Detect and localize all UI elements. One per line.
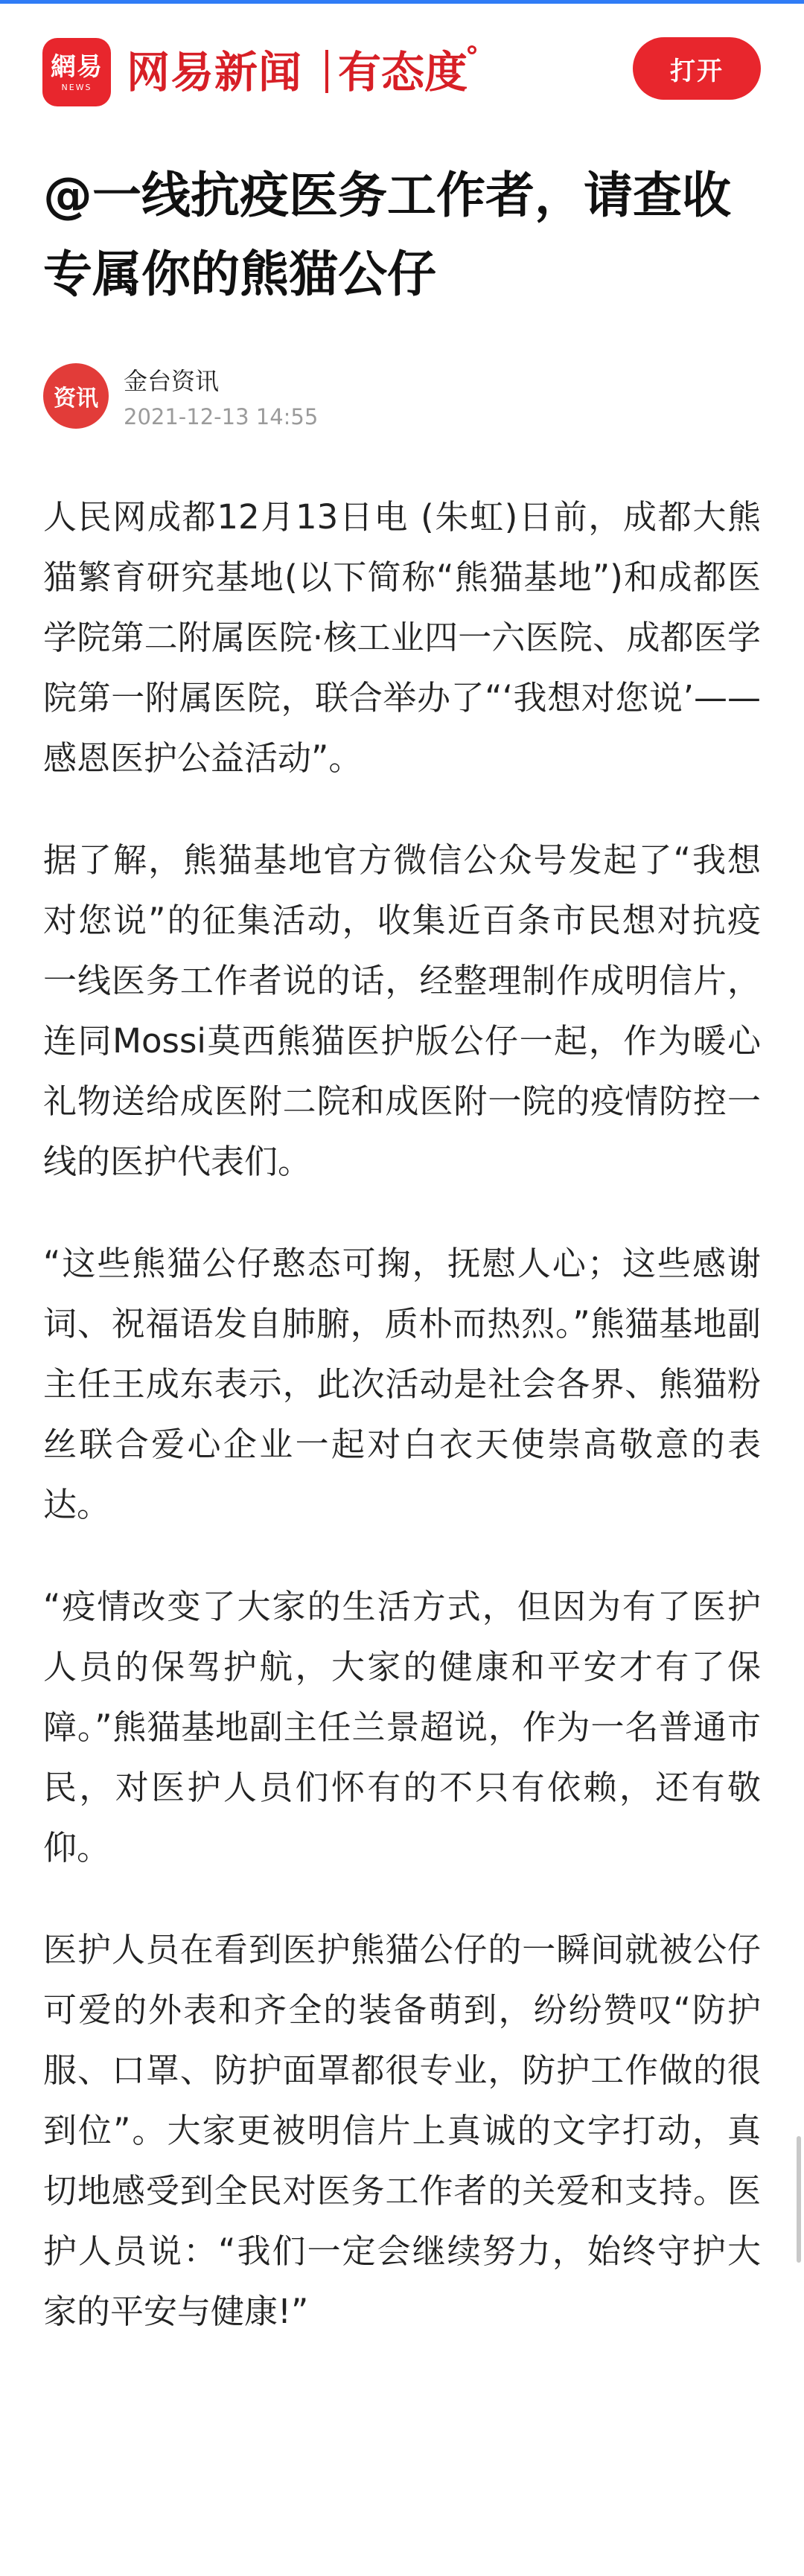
netease-logo-icon[interactable] <box>42 38 111 106</box>
logo-text: 網易 <box>51 51 103 82</box>
article-paragraph: “疫情改变了大家的生活方式，但因为有了医护人员的保驾护航，大家的健康和平安才有了保障。”熊猫基地副主任兰景超说，作为一名普通市民，对医护人员们怀有的不只有依赖，还有敬仰。 <box>43 1587 761 1867</box>
author-name[interactable]: 金台资讯 <box>124 367 220 395</box>
author-avatar[interactable] <box>43 363 109 429</box>
brand-divider <box>325 50 328 93</box>
publish-time: 2021-12-13 14:55 <box>124 404 319 429</box>
article-paragraph: 医护人员在看到医护熊猫公仔的一瞬间就被公仔可爱的外表和齐全的装备萌到，纷纷赞叹“防护服、口罩、防护面罩都很专业，防护工作做的很到位”。大家更被明信片上真诚的文字打动，真切地感受到全民对医务工作者的关爱和支持。医护人员说：“我们一定会继续努力，始终守护大家的平安与健康!” <box>43 1930 761 2331</box>
slogan-ring-icon <box>468 45 476 54</box>
avatar-text: 资讯 <box>54 386 98 412</box>
brand-name: 网易新闻 <box>127 47 303 98</box>
app-header <box>0 4 804 130</box>
open-app-button[interactable]: 打开 <box>633 37 761 100</box>
logo-subtext: NEWS <box>61 82 92 92</box>
scrollbar-thumb[interactable] <box>797 2136 801 2263</box>
article-paragraph: 人民网成都12月13日电 (朱虹)日前，成都大熊猫繁育研究基地(以下简称“熊猫基地”)和成都医学院第二附属医院·核工业四一六医院、成都医学院第一附属医院，联合举办了“‘我想对您说’——感恩医护公益活动”。 <box>43 497 761 778</box>
article-paragraph: 据了解，熊猫基地官方微信公众号发起了“我想对您说”的征集活动，收集近百条市民想对抗疫一线医务工作者说的话，经整理制作成明信片，连同Mossi莫西熊猫医护版公仔一起，作为暖心礼物送给成医附二院和成医附一院的疫情防控一线的医护代表们。 <box>43 840 761 1181</box>
brand-slogan: 有态度 <box>338 47 468 98</box>
article-paragraph: “这些熊猫公仔憨态可掬，抚慰人心；这些感谢词、祝福语发自肺腑，质朴而热烈。”熊猫基地副主任王成东表示，此次活动是社会各界、熊猫粉丝联合爱心企业一起对白衣天使崇高敬意的表达。 <box>43 1244 761 1524</box>
article-title: @一线抗疫医务工作者，请查收专属你的熊猫公仔 <box>43 167 731 303</box>
article-body <box>43 487 761 2383</box>
